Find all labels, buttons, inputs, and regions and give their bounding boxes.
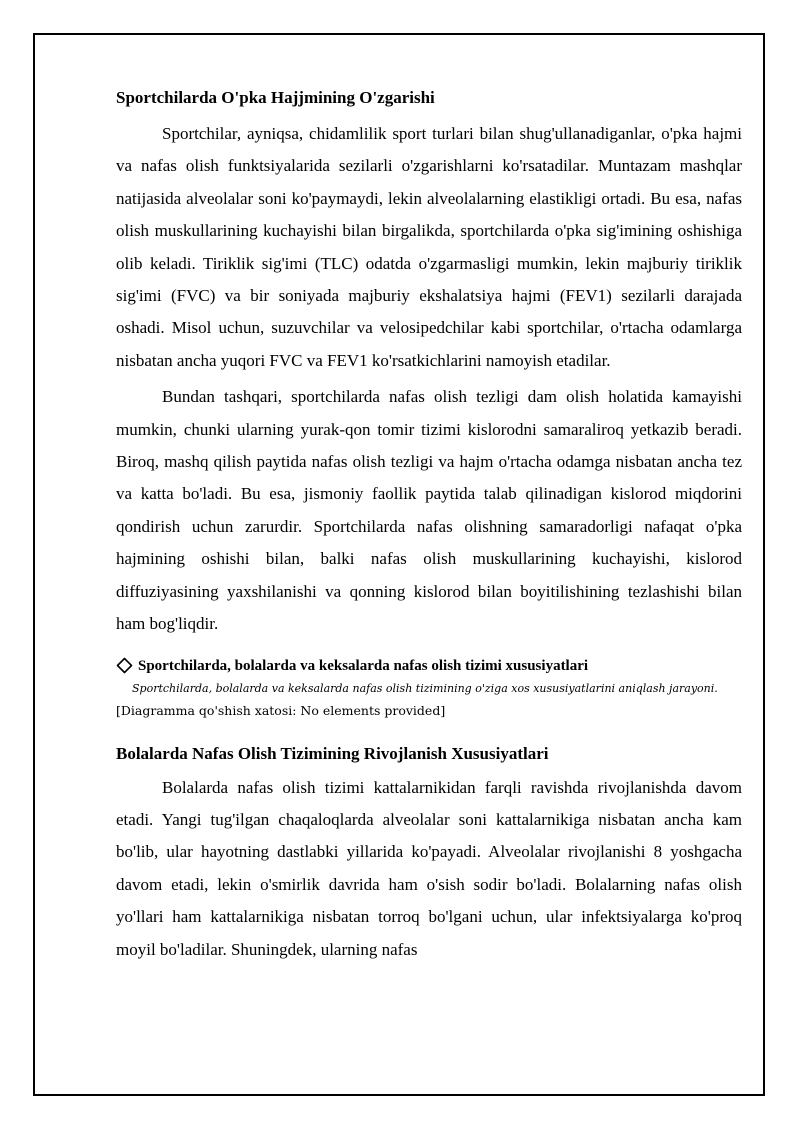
diamond-icon [116,657,133,674]
paragraph-children-development: Bolalarda nafas olish tizimi kattalarnikidan farqli ravishda rivojlanishda davom etadi. Yangi tug'ilgan chaqaloqlarda alveolalar soni kattalarnikiga nisbatan ancha kam bo'lib, ular hayotning dastlabki yillarida ko'payadi. Alveolalar rivojlanishi 8 yoshgacha davom etadi, lekin o'smirlik davrida ham o'sish sodir bo'ladi. Bolalarning nafas olish yo'llari ham kattalarnikiga nisbatan torroq bo'lgani uchun, ular infektsiyalarga ko'proq moyil bo'ladilar. Shuningdek, ularning nafas [116,777,742,959]
section-heading-children: Bolalarda Nafas Olish Tizimining Rivojlanish Xususiyatlari [116,743,549,763]
diagram-title [116,655,742,677]
document-content [116,84,742,970]
diagram-caption: Sportchilarda, bolalarda va keksalarda nafas olish tizimining o'ziga xos xususiyatlarini aniqlash jarayoni. [132,681,718,695]
paragraph-athletes-lung-volume: Sportchilar, ayniqsa, chidamlilik sport turlari bilan shug'ullanadiganlar, o'pka hajmi va nafas olish funktsiyalarida sezilarli o'zgarishlarni ko'rsatadilar. Muntazam mashqlar natijasida alveolalar soni ko'paymaydi, lekin alveolalarning elastikligi ortadi. Bu esa, nafas olish muskullarining kuchayishi bilan birgalikda, sportchilarda o'pka sig'imining oshishiga olib keladi. Tiriklik sig'imi (TLC) odatda o'zgarmasligi mumkin, lekin majburiy tiriklik sig'imi (FVC) va bir soniyada majburiy ekshalatsiya hajmi (FEV1) sezilarli darajada oshadi. Misol uchun, suzuvchilar va velosipedchilar kabi sportchilar, o'rtacha odamlarga nisbatan ancha yuqori FVC va FEV1 ko'rsatkichlarini namoyish etadilar. [116,124,742,370]
paragraph-athletes-breathing-rate: Bundan tashqari, sportchilarda nafas olish tezligi dam olish holatida kamayishi mumkin, chunki ularning yurak-qon tomir tizimi kislorodni samaraliroq yetkazib beradi. Biroq, mashq qilish paytida nafas olish tezligi va hajm o'rtacha odamga nisbatan ancha tez va katta bo'ladi. Bu esa, jismoniy faollik paytida talab qilinadigan kislorod miqdorini qondirish uchun zarurdir. Sportchilarda nafas olishning samaradorligi nafaqat o'pka hajmining oshishi bilan, balki nafas olish muskullarining kuchayishi, kislorod diffuziyasining yaxshilanishi va qonning kislorod bilan boyitilishining tezlashishi bilan ham bog'liqdir. [116,387,742,634]
diagram-title-text: Sportchilarda, bolalarda va keksalarda nafas olish tizimi xususiyatlari [138,657,589,674]
diagram-error-message: [Diagramma qo'shish xatosi: No elements provided] [116,702,446,718]
section-heading-athletes: Sportchilarda O'pka Hajjmining O'zgarishi [116,88,435,107]
